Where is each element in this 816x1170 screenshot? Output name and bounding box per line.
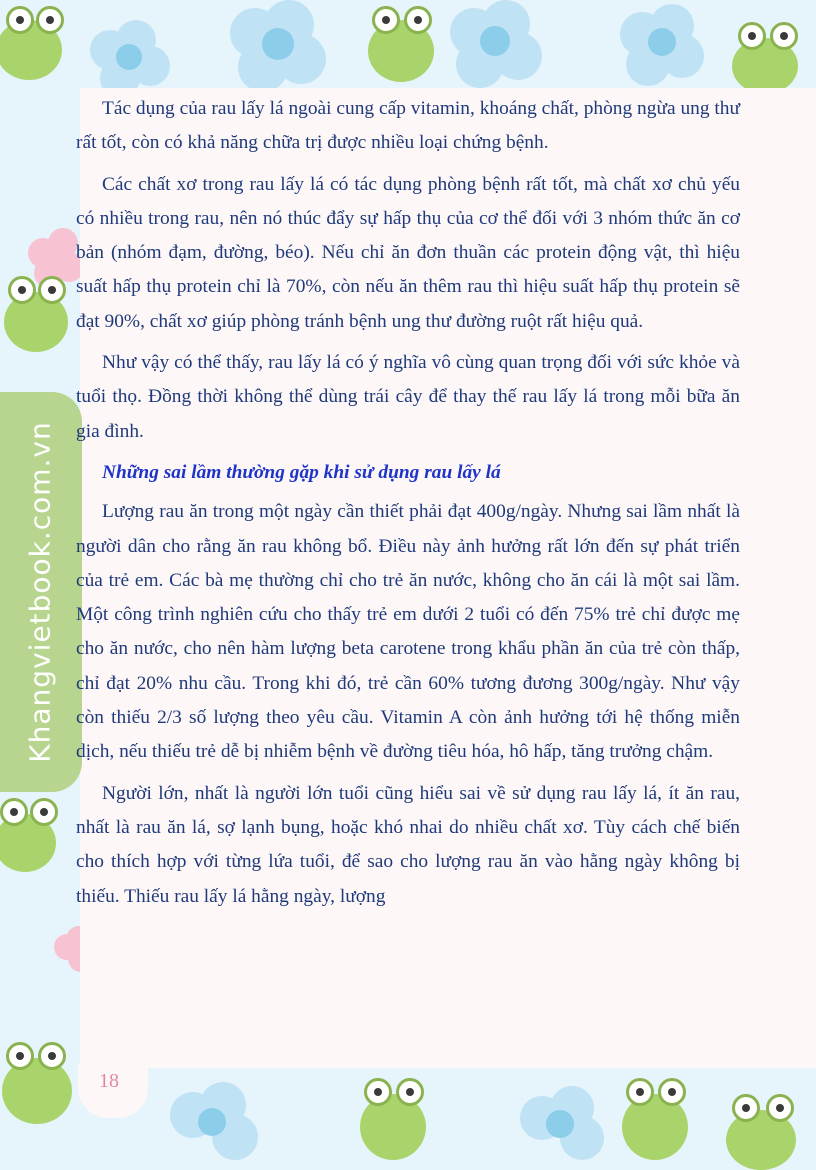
paragraph: Tác dụng của rau lấy lá ngoài cung cấp vitamin, khoáng chất, phòng ngừa ung thư rất tốt, còn có khả năng chữa trị được nhiều loại chứng bệnh. <box>76 98 740 154</box>
paragraph: Các chất xơ trong rau lấy lá có tác dụng phòng bệnh rất tốt, mà chất xơ chủ yếu có nhiều trong rau, nên nó thúc đẩy sự hấp thụ của cơ thể đối với 3 nhóm thức ăn cơ bản (nhóm đạm, đường, béo). Nếu chỉ ăn đơn thuần các protein động vật, thì hiệu suất hấp thụ protein chỉ là 70%, còn nếu ăn thêm rau thì hiệu suất hấp thụ protein sẽ đạt 90%, chất xơ giúp phòng tránh bệnh ung thư đường ruột rất hiệu quả. <box>76 173 740 332</box>
section-heading: Những sai lầm thường gặp khi sử dụng rau lấy lá <box>102 461 501 483</box>
body-text <box>76 92 740 921</box>
page-number-tab <box>78 1064 148 1118</box>
paragraph: Như vậy có thể thấy, rau lấy lá có ý nghĩa vô cùng quan trọng đối với sức khỏe và tuổi thọ. Đồng thời không thể dùng trái cây để thay thế rau lấy lá trong mỗi bữa ăn gia đình. <box>76 352 740 442</box>
paragraph: Lượng rau ăn trong một ngày cần thiết phải đạt 400g/ngày. Nhưng sai lầm nhất là người dân cho rằng ăn rau không bổ. Điều này ảnh hưởng rất lớn đến sự phát triển của trẻ em. Các bà mẹ thường chỉ cho trẻ ăn nước, không cho ăn cái là một sai lầm. Một công trình nghiên cứu cho thấy trẻ em dưới 2 tuổi có đến 75% trẻ chỉ được mẹ cho ăn nước, cho nên hàm lượng beta carotene trong khẩu phần ăn của trẻ còn thấp, chỉ đạt 20% nhu cầu. Trong khi đó, trẻ cần 60% tương đương 300g/ngày. Như vậy còn thiếu 2/3 số lượng theo yêu cầu. Vitamin A còn ảnh hưởng tới hệ thống miễn dịch, nếu thiếu trẻ dễ bị nhiễm bệnh về đường tiêu hóa, hô hấp, tăng trưởng chậm. <box>76 501 740 763</box>
page-number: 18 <box>99 1070 119 1092</box>
paragraph: Người lớn, nhất là người lớn tuổi cũng hiểu sai về sử dụng rau lấy lá, ít ăn rau, nhất là rau ăn lá, sợ lạnh bụng, hoặc khó nhai do nhiều chất xơ. Tùy cách chế biến cho thích hợp với từng lứa tuổi, để sao cho lượng rau ăn vào hằng ngày không bị thiếu. Thiếu rau lấy lá hằng ngày, lượng <box>76 782 740 907</box>
side-watermark-label: Khangvietbook.com.vn <box>23 421 57 763</box>
